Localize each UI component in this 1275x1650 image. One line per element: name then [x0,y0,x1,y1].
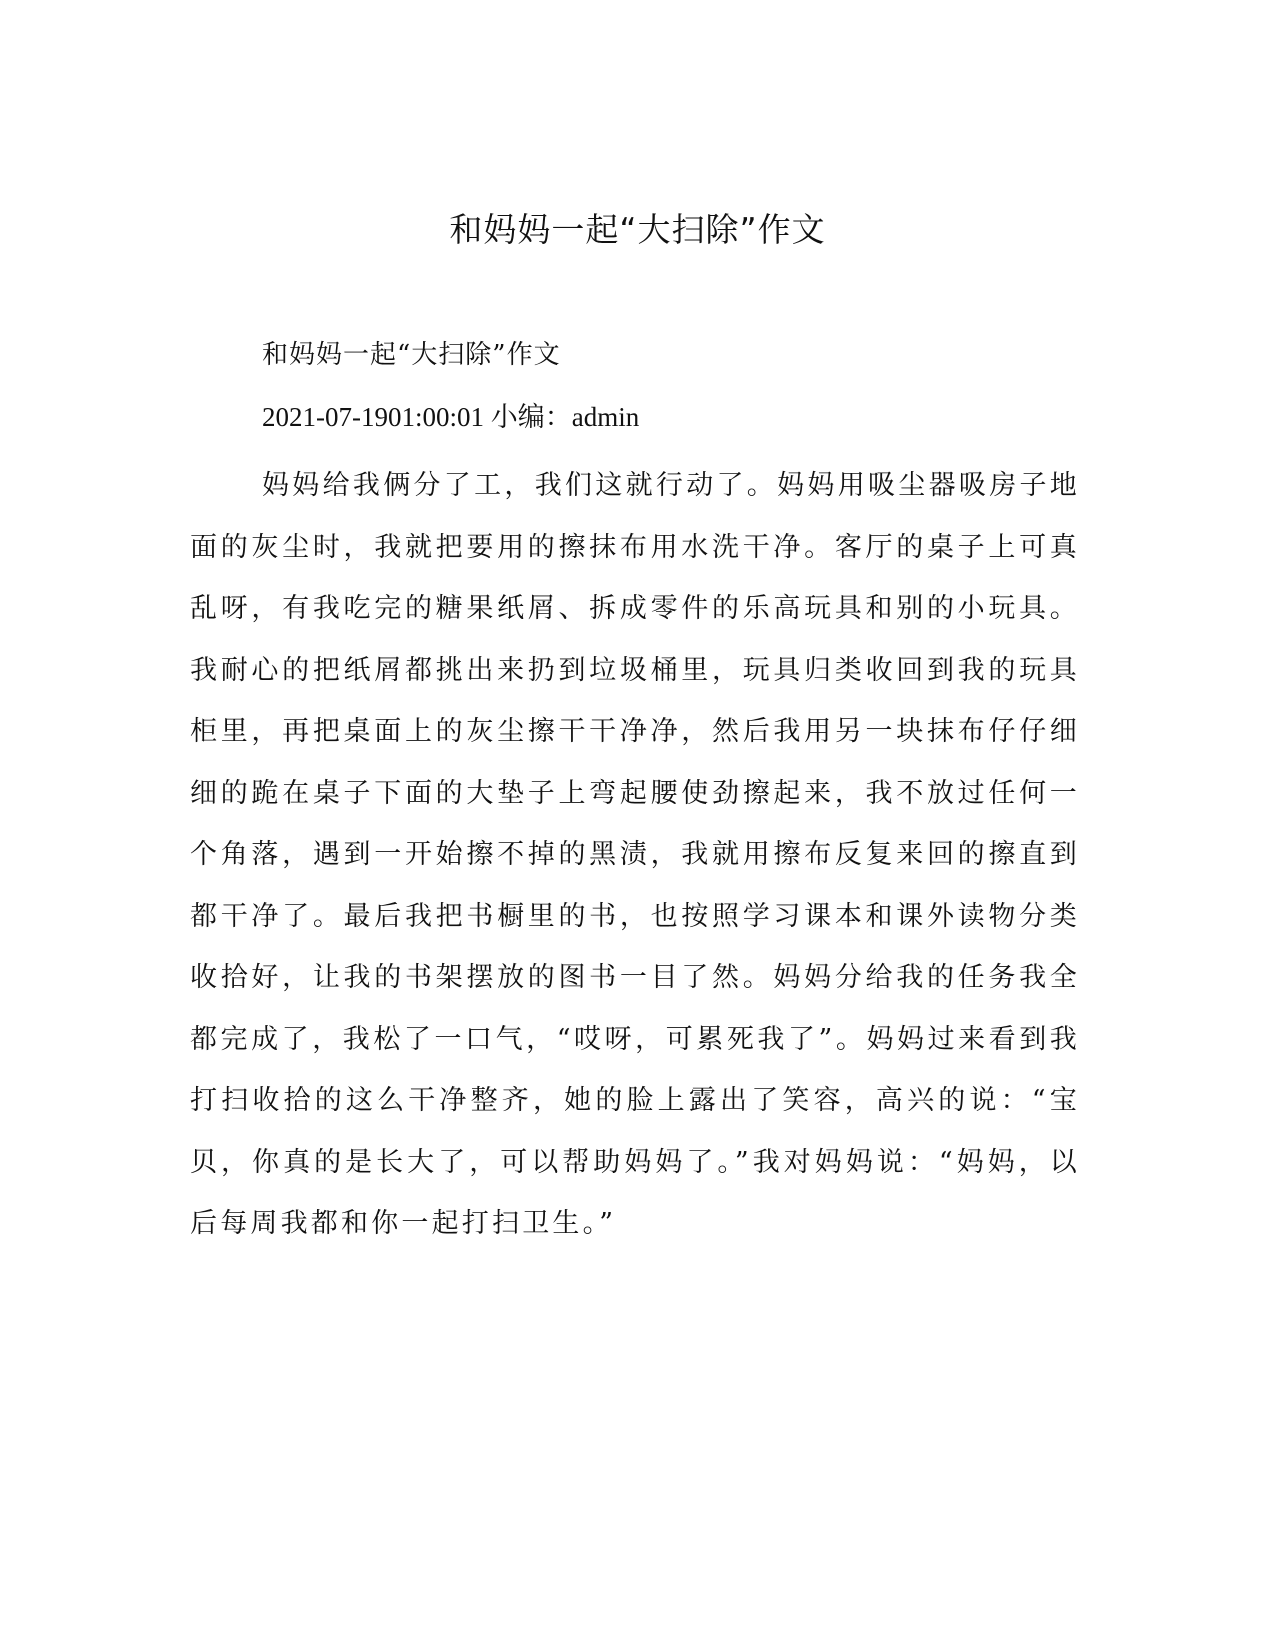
article-subtitle: 和妈妈一起“大扫除”作文 [262,340,561,370]
article-body: 妈妈给我俩分了工，我们这就行动了。妈妈用吸尘器吸房子地面的灰尘时，我就把要用的擦抹布用水洗干净。客厅的桌子上可真乱呀，有我吃完的糖果纸屑、拆成零件的乐高玩具和别的小玩具。我耐心的把纸屑都挑出来扔到垃圾桶里，玩具归类收回到我的玩具柜里，再把桌面上的灰尘擦干干净净，然后我用另一块抹布仔仔细细的跪在桌子下面的大垫子上弯起腰使劲擦起来，我不放过任何一个角落，遇到一开始擦不掉的黑渍，我就用擦布反复来回的擦直到都干净了。最后我把书橱里的书，也按照学习课本和课外读物分类收拾好，让我的书架摆放的图书一目了然。妈妈分给我的任务我全都完成了，我松了一口气，“哎呀，可累死我了”。妈妈过来看到我打扫收拾的这么干净整齐，她的脸上露出了笑容，高兴的说：“宝贝，你真的是长大了，可以帮助妈妈了。”我对妈妈说：“妈妈，以后每周我都和你一起打扫卫生。” [190,470,1080,1239]
article-meta: 2021-07-1901:00:01 小编：admin [262,402,640,432]
document-title: 和妈妈一起“大扫除”作文 [449,210,826,249]
